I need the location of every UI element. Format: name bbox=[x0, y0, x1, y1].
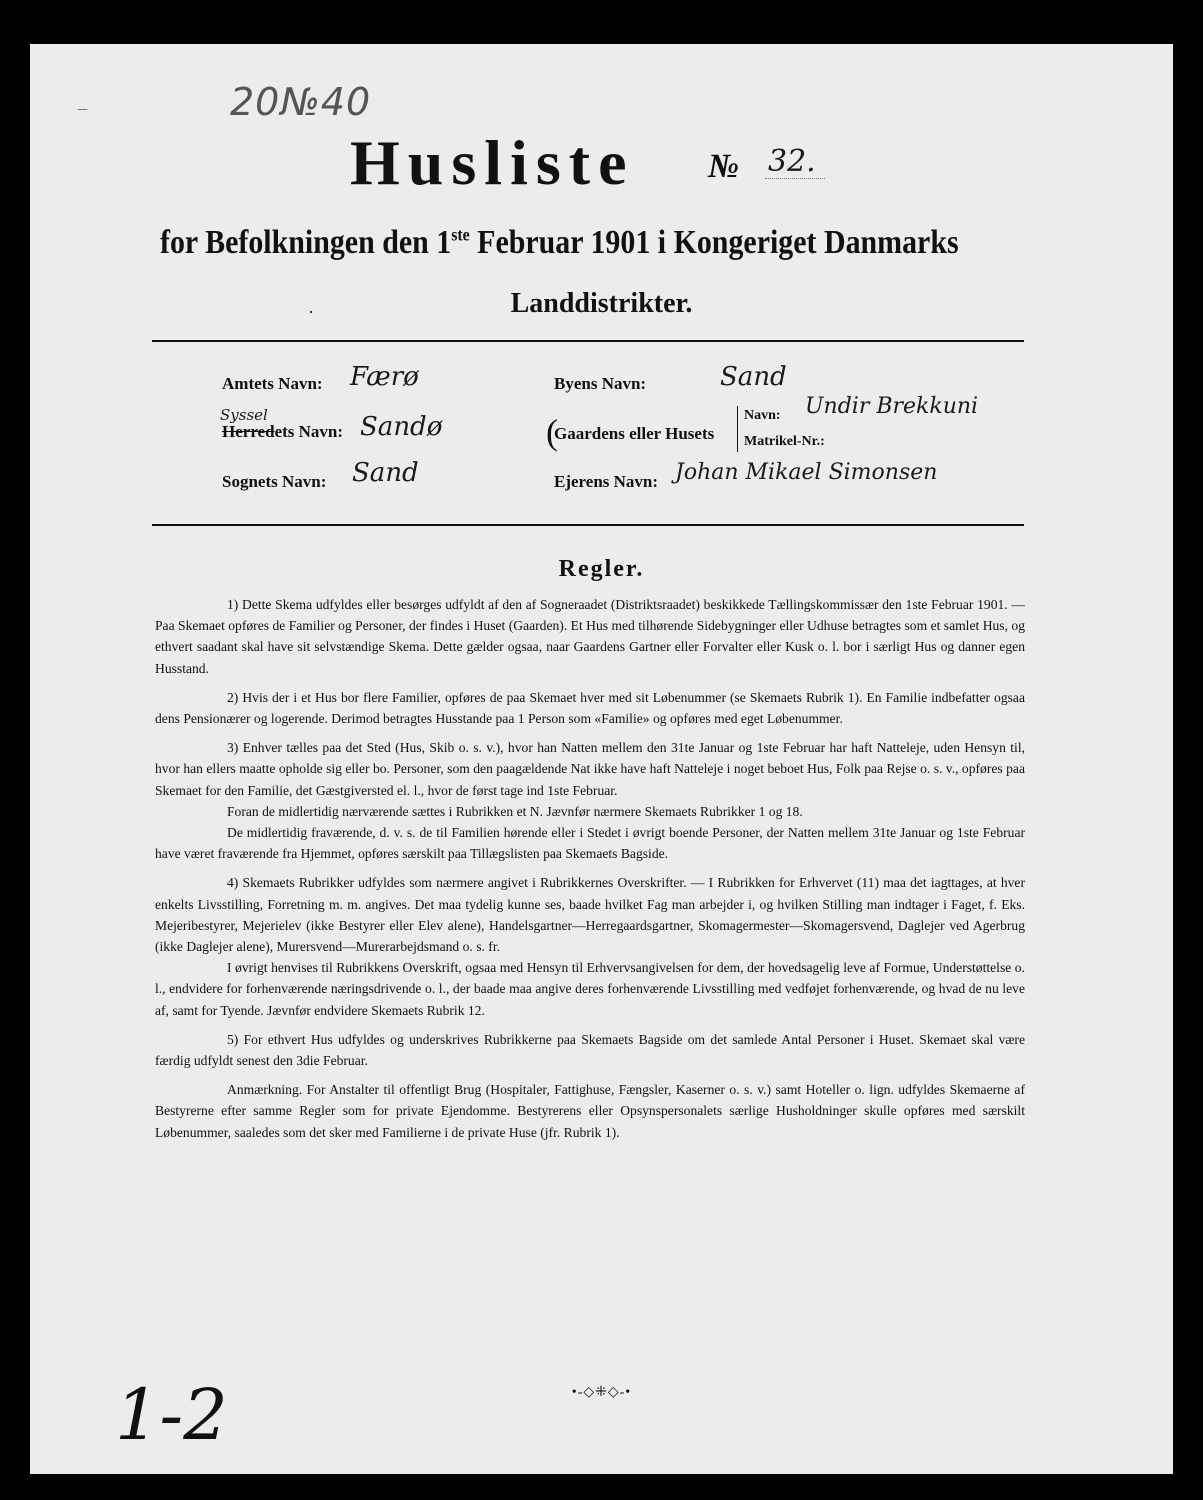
bottom-rule bbox=[152, 524, 1024, 526]
rule-2: 2) Hvis der i et Hus bor flere Familier, opføres de paa Skemaet hver med sit Løbenummer (se Skemaets Rubrik 1). En Familie indbefatter ogsaa dens Pensionærer og logerende. Derimod betragtes Husstande paa 1 Person som «Familie» og opføres med eget Løbenummer. bbox=[155, 689, 1025, 727]
ejer-label: Ejerens Navn: bbox=[554, 472, 659, 491]
rules-body bbox=[155, 594, 1025, 1151]
amt-value: Færø bbox=[350, 362, 419, 392]
rule-3b: Foran de midlertidig nærværende sættes i Rubrikken et N. Jævnfør nærmere Skemaets Rubrikker 1 og 18. bbox=[227, 803, 803, 819]
herred-overwrite: Syssel bbox=[220, 406, 268, 424]
sogn-label: Sognets Navn: bbox=[222, 472, 327, 491]
sogn-value: Sand bbox=[352, 458, 419, 488]
top-rule bbox=[152, 340, 1024, 342]
ejer-value: Johan Mikael Simonsen bbox=[675, 460, 938, 485]
rule-3c: De midlertidig fraværende, d. v. s. de til Familien hørende eller i Stedet i øvrigt boende Personer, der Natten mellem 31te Januar og 1ste Februar have været fraværende fra Hjemmet, opføres særskilt paa Tillægslisten paa Skemaets Bagside. bbox=[155, 825, 1025, 862]
matrikel-label: Matrikel-Nr.: bbox=[744, 434, 825, 449]
rule-1: 1) Dette Skema udfyldes eller besørges udfyldt af den af Sogneraadet (Distriktsraadet) beskikkede Tællingskommissær den 1ste Februar 1901. — Paa Skemaet opføres de Familier og Personer, der findes i Huset (Gaarden). Et Hus med tilhørende Sidebygninger eller Udhuse betragtes som et samlet Hus, og ethvert saadant skal have sit selvstændige Skema. Dette gælder ogsaa, naar Gaardens Gartner eller Forvalter eller Kusk o. l. bor i særligt Hus og danner egen Husstand. bbox=[155, 597, 1025, 676]
by-label: Byens Navn: bbox=[554, 374, 647, 393]
archive-number-stamp: 20№40 bbox=[230, 80, 372, 124]
number-label: № bbox=[708, 148, 740, 185]
list-number-value: 32. bbox=[768, 144, 816, 179]
closing-ornament: •-◇⁜◇-• bbox=[571, 1385, 632, 1400]
form-district: Landdistrikter. bbox=[510, 288, 693, 319]
navn-value: Undir Brekkuni bbox=[805, 394, 979, 419]
rule-5: 5) For ethvert Hus udfyldes og underskrives Rubrikkerne paa Skemaets Bagside om det samlede Antal Personer i Huset. Skemaet skal være færdig udfyldt senest den 3die Februar. bbox=[155, 1031, 1025, 1069]
stray-dot: · bbox=[308, 302, 314, 322]
navn-label: Navn: bbox=[744, 408, 781, 423]
open-brace: ( bbox=[546, 412, 558, 452]
by-value: Sand bbox=[720, 362, 787, 392]
gaard-label: Gaardens eller Husets bbox=[554, 424, 715, 443]
rules-heading: Regler. bbox=[558, 556, 645, 582]
rule-4b: I øvrigt henvises til Rubrikkens Overskrift, ogsaa med Hensyn til Erhvervsangivelsen for dem, der hovedsagelig leve af Formue, Understøttelse o. l., endvidere for forhenværende næringsdrivende o. l., der baade maa angive deres forhenværende Livsstilling med vedføjet forhenværende, og hvad de nu leve af, samt for Tyende. Jævnfør endvidere Skemaets Rubrik 12. bbox=[155, 960, 1025, 1018]
census-form-page bbox=[30, 44, 1173, 1474]
rule-4: 4) Skemaets Rubrikker udfyldes som nærmere angivet i Rubrikkernes Overskrifter. — I Rubrikken for Erhvervet (11) maa det iagttages, at hver enkelts Livsstilling, Forretning m. m. angives. Det maa tydelig kunne ses, baade hvilket Fag man arbejder i, og hvilken Stilling man indtager i Faget, f. Eks. Mejeribestyrer, Mejerielev (ikke Bestyrer eller Elev alene), Handelsgartner—Herregaardsgartner, Skomagermester—Skomagersvend, Daglejer ved Agerbrug (ikke Daglejer alene), Murersvend—Murerarbejdsmand o. s. fr. bbox=[155, 875, 1025, 955]
field-bracket bbox=[737, 406, 738, 452]
herred-label: Herredets Navn: bbox=[222, 422, 344, 441]
number-underline bbox=[765, 178, 825, 179]
form-title: Husliste bbox=[350, 127, 635, 198]
margin-mark: – bbox=[78, 98, 87, 118]
handwritten-page-note: 1-2 bbox=[115, 1374, 228, 1456]
herred-value: Sandø bbox=[360, 412, 443, 442]
form-subtitle: for Befolkningen den 1ste Februar 1901 i Kongeriget Danmarks bbox=[160, 224, 959, 261]
amt-label: Amtets Navn: bbox=[222, 374, 323, 393]
rule-3: 3) Enhver tælles paa det Sted (Hus, Skib o. s. v.), hvor han Natten mellem den 31te Januar og 1ste Februar har haft Natteleje, uden Hensyn til, hvor han ellers maatte opholde sig eller bo. Personer, som den paagældende Nat ikke have haft Natteleje i noget beboet Hus, Folk paa Rejse o. s. v., opføres paa Skemaet for den Familie, det Gæstgiversted el. l., hvor de først tage ind 1ste Februar. bbox=[155, 740, 1025, 798]
annotation: Anmærkning. For Anstalter til offentligt Brug (Hospitaler, Fattighuse, Fængsler, Kaserner o. s. v.) samt Hoteller o. lign. udfyldes Skemaerne af Bestyrerne efter samme Regler som for private Ejendomme. Bestyrerens eller Opsynspersonalets særlige Husholdninger skulle opføres med særskilt Løbenummer, saaledes som det sker med Familierne i de private Huse (jfr. Rubrik 1). bbox=[155, 1082, 1025, 1140]
